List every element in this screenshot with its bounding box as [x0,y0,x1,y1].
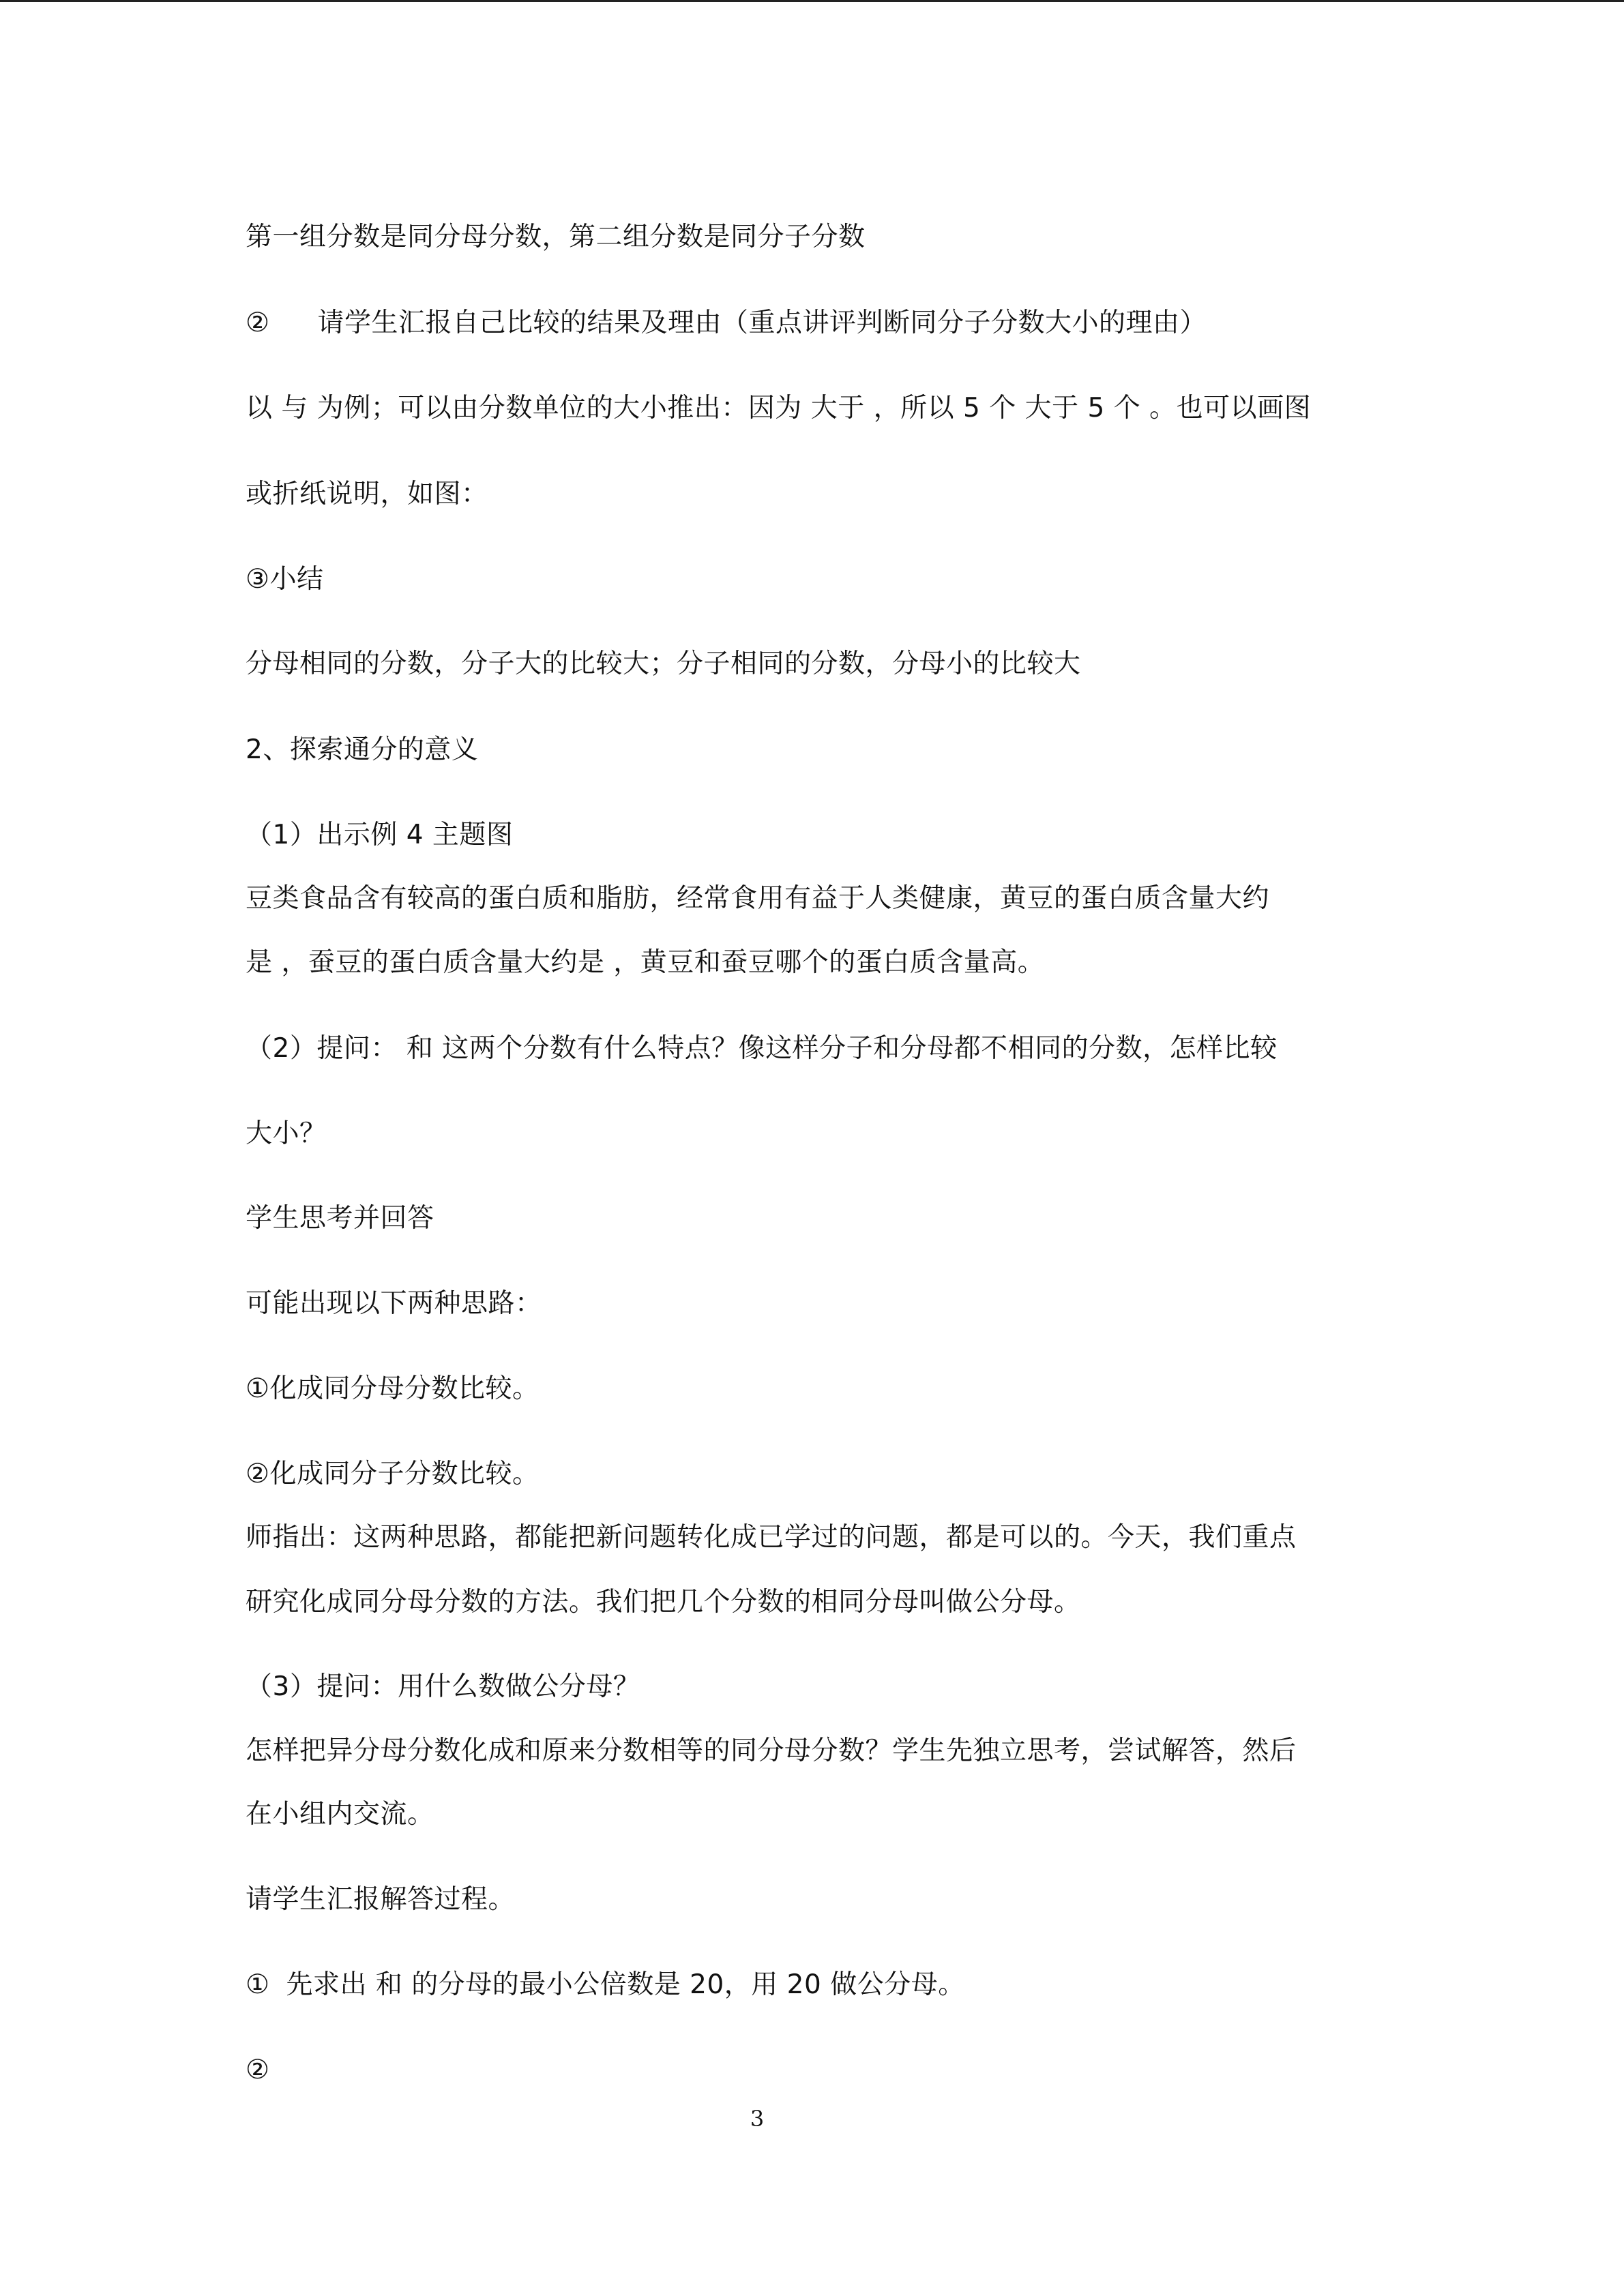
line-text: （3）提问：用什么数做公分母？ [246,1671,640,1702]
line-text: 师指出：这两种思路，都能把新问题转化成已学过的问题，都是可以的。今天，我们重点 [246,1522,1297,1553]
paragraph-line [246,1457,539,1491]
paragraph-line [246,306,1207,340]
paragraph-line [246,1883,515,1917]
paragraph-line [246,818,513,852]
line-text: 是 ，蚕豆的蛋白质含量大约是 ，黄豆和蚕豆哪个的蛋白质含量高。 [246,947,1045,978]
paragraph-line [246,1117,327,1151]
line-text: 请学生汇报解答过程。 [246,1884,516,1915]
paragraph-line [246,1734,1297,1768]
paragraph-line [246,1585,1081,1620]
paragraph-line [246,1968,965,2002]
line-text: 以 与 为例；可以由分数单位的大小推出：因为 大于 ，所以 5 个 大于 5 个 。也可以画图 [246,393,1312,423]
line-text: 第一组分数是同分母分数，第二组分数是同分子分数 [246,222,866,252]
paragraph-line [246,946,1044,980]
line-text: 学生思考并回答 [246,1203,434,1234]
paragraph-line [246,391,1311,426]
paragraph-line [246,220,866,254]
line-text: 分母相同的分数，分子大的比较大；分子相同的分数，分母小的比较大 [246,648,1081,679]
paragraph-line [246,1202,434,1236]
line-text: ②化成同分子分数比较。 [246,1459,540,1489]
circled-number-marker: ② [246,308,270,338]
circled-number-marker: ② [246,2055,270,2085]
line-text: （1）出示例 4 主题图 [246,820,514,850]
line-text: 大小？ [246,1118,327,1149]
paragraph-line [246,1670,640,1704]
paragraph-line [246,1372,539,1406]
paragraph-line [246,1798,434,1832]
line-text: ③小结 [246,564,324,595]
line-text: 怎样把异分母分数化成和原来分数相等的同分母分数？学生先独立思考，尝试解答，然后 [246,1735,1297,1766]
line-text: 或折纸说明，如图： [246,479,488,509]
paragraph-line [246,477,488,511]
paragraph-line [246,882,1269,916]
line-text: 在小组内交流。 [246,1799,434,1830]
line-text: ①化成同分母分数比较。 [246,1373,540,1404]
line-text: 豆类食品含有较高的蛋白质和脂肪，经常食用有益于人类健康，黄豆的蛋白质含量大约 [246,883,1270,914]
line-text: 请学生汇报自己比较的结果及理由（重点讲评判断同分子分数大小的理由） [317,308,1207,338]
paragraph-line [246,2053,269,2087]
circled-number-marker: ① [246,1969,270,2000]
paragraph-line [246,1032,1278,1066]
section-heading [246,733,478,767]
paragraph-line [246,1521,1297,1555]
line-text: 2、探索通分的意义 [246,734,479,765]
line-text: 可能出现以下两种思路： [246,1288,542,1319]
paragraph-line [246,563,323,597]
page-number: 3 [750,2106,765,2132]
line-text: 先求出 和 的分母的最小公倍数是 20，用 20 做公分母。 [286,1969,965,2000]
line-text: （2）提问： 和 这两个分数有什么特点？像这样分子和分母都不相同的分数，怎样比较 [246,1033,1278,1064]
line-text: 研究化成同分母分数的方法。我们把几个分数的相同分母叫做公分母。 [246,1587,1081,1617]
paragraph-line [246,647,1081,681]
paragraph-line [246,1287,542,1321]
